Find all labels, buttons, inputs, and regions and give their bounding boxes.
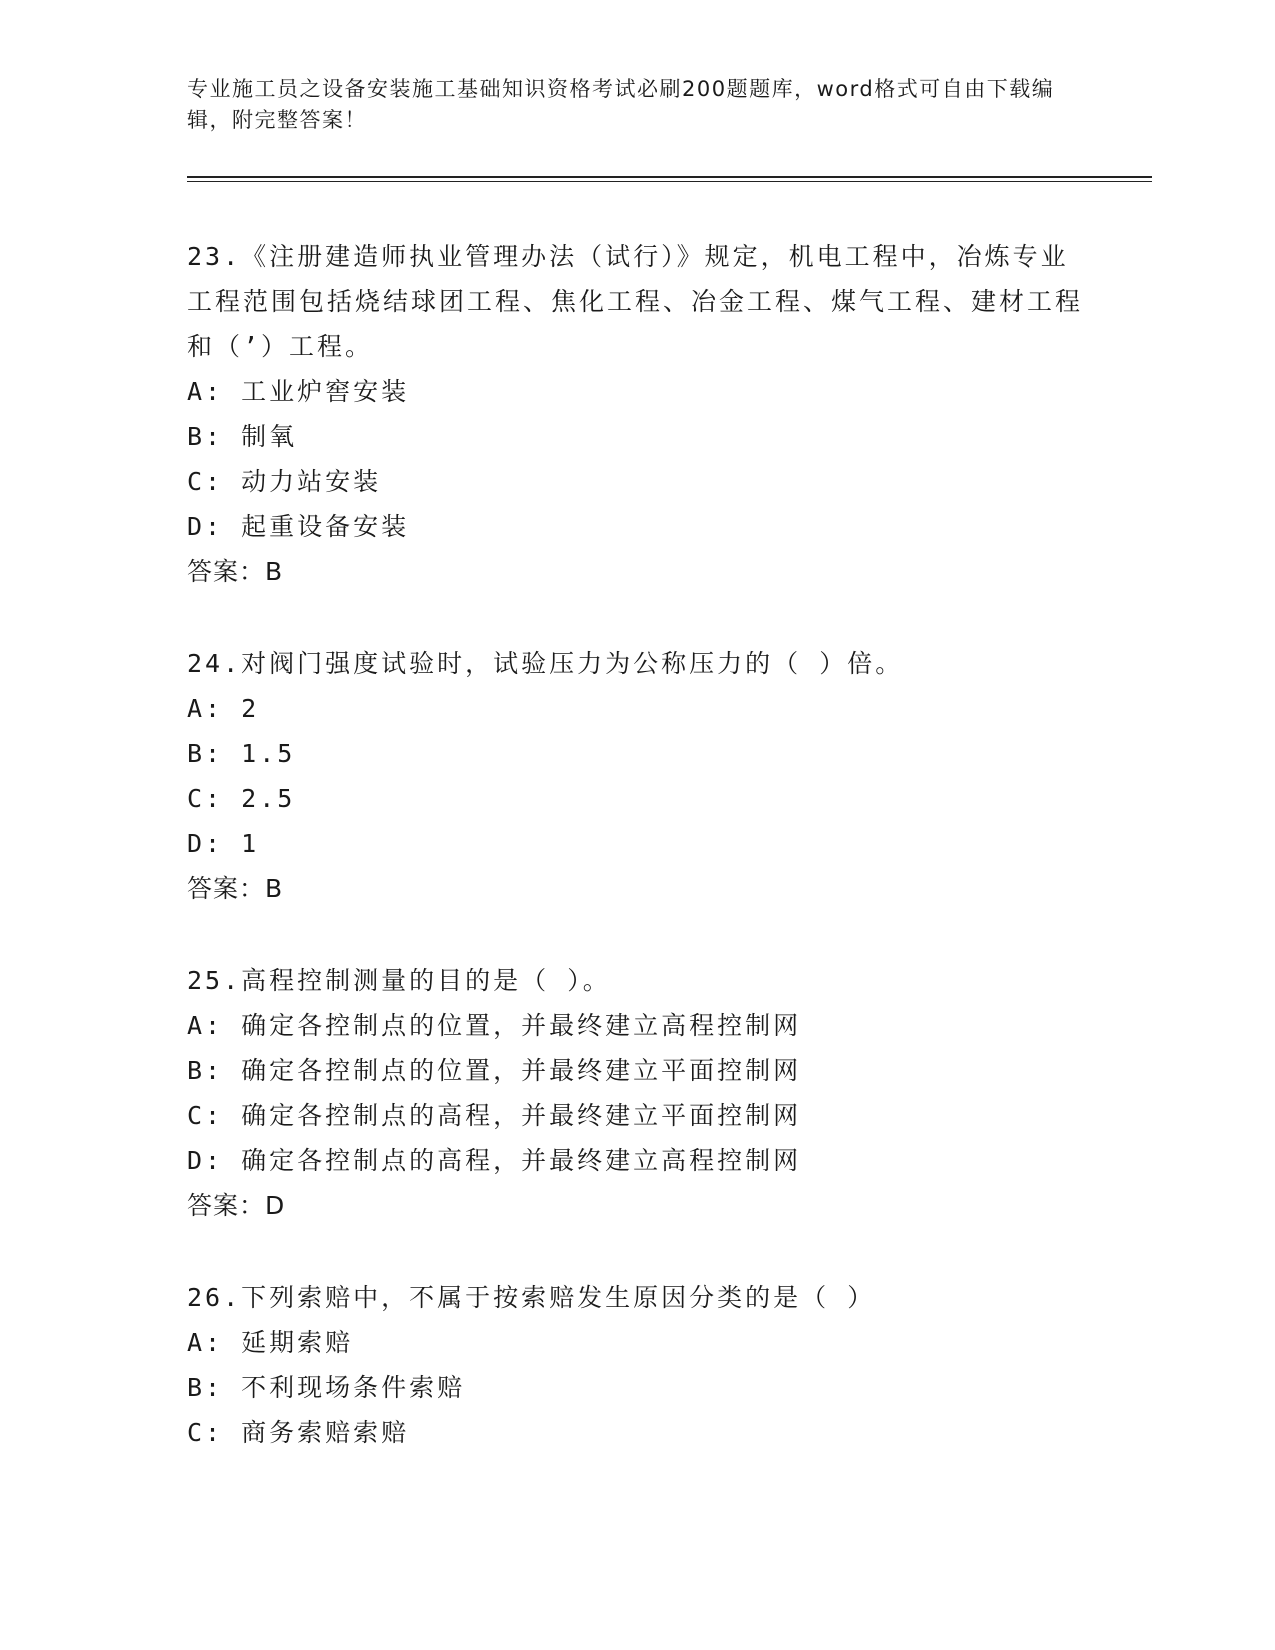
answer-line: 答案：B bbox=[187, 557, 284, 586]
option-c: C: 2.5 bbox=[187, 784, 296, 813]
question-stem: 25.高程控制测量的目的是（ ）。 bbox=[187, 966, 611, 995]
option-a: A: 2 bbox=[187, 694, 260, 723]
option-d: D: 起重设备安装 bbox=[187, 512, 410, 541]
header-divider-thin bbox=[187, 181, 1152, 182]
document-header: 专业施工员之设备安装施工基础知识资格考试必刷200题题库，word格式可自由下载编辑，附完整答案！ bbox=[187, 77, 1055, 132]
option-a: A: 工业炉窖安装 bbox=[187, 377, 410, 406]
option-b: B: 1.5 bbox=[187, 739, 296, 768]
option-d: D: 确定各控制点的高程，并最终建立高程控制网 bbox=[187, 1146, 802, 1175]
option-a: A: 确定各控制点的位置，并最终建立高程控制网 bbox=[187, 1011, 802, 1040]
option-b: B: 不利现场条件索赔 bbox=[187, 1373, 466, 1402]
option-a: A: 延期索赔 bbox=[187, 1328, 354, 1357]
answer-line: 答案：B bbox=[187, 874, 284, 903]
question-23 bbox=[187, 234, 1087, 594]
question-list bbox=[187, 234, 1087, 1502]
option-b: B: 制氧 bbox=[187, 422, 298, 451]
question-stem: 23.《注册建造师执业管理办法（试行）》规定，机电工程中，冶炼专业工程范围包括烧结球团工程、焦化工程、冶金工程、煤气工程、建材工程和（’）工程。 bbox=[187, 242, 1084, 361]
option-c: C: 动力站安装 bbox=[187, 467, 382, 496]
header-divider-thick bbox=[187, 176, 1152, 178]
question-24 bbox=[187, 641, 1087, 911]
question-stem: 26.下列索赔中，不属于按索赔发生原因分类的是（ ） bbox=[187, 1283, 876, 1312]
question-26 bbox=[187, 1275, 1087, 1455]
question-stem: 24.对阀门强度试验时，试验压力为公称压力的（ ）倍。 bbox=[187, 649, 904, 678]
question-25 bbox=[187, 958, 1087, 1228]
answer-line: 答案：D bbox=[187, 1191, 286, 1220]
option-d: D: 1 bbox=[187, 829, 260, 858]
option-c: C: 确定各控制点的高程，并最终建立平面控制网 bbox=[187, 1101, 802, 1130]
option-b: B: 确定各控制点的位置，并最终建立平面控制网 bbox=[187, 1056, 802, 1085]
option-c: C: 商务索赔索赔 bbox=[187, 1418, 410, 1447]
